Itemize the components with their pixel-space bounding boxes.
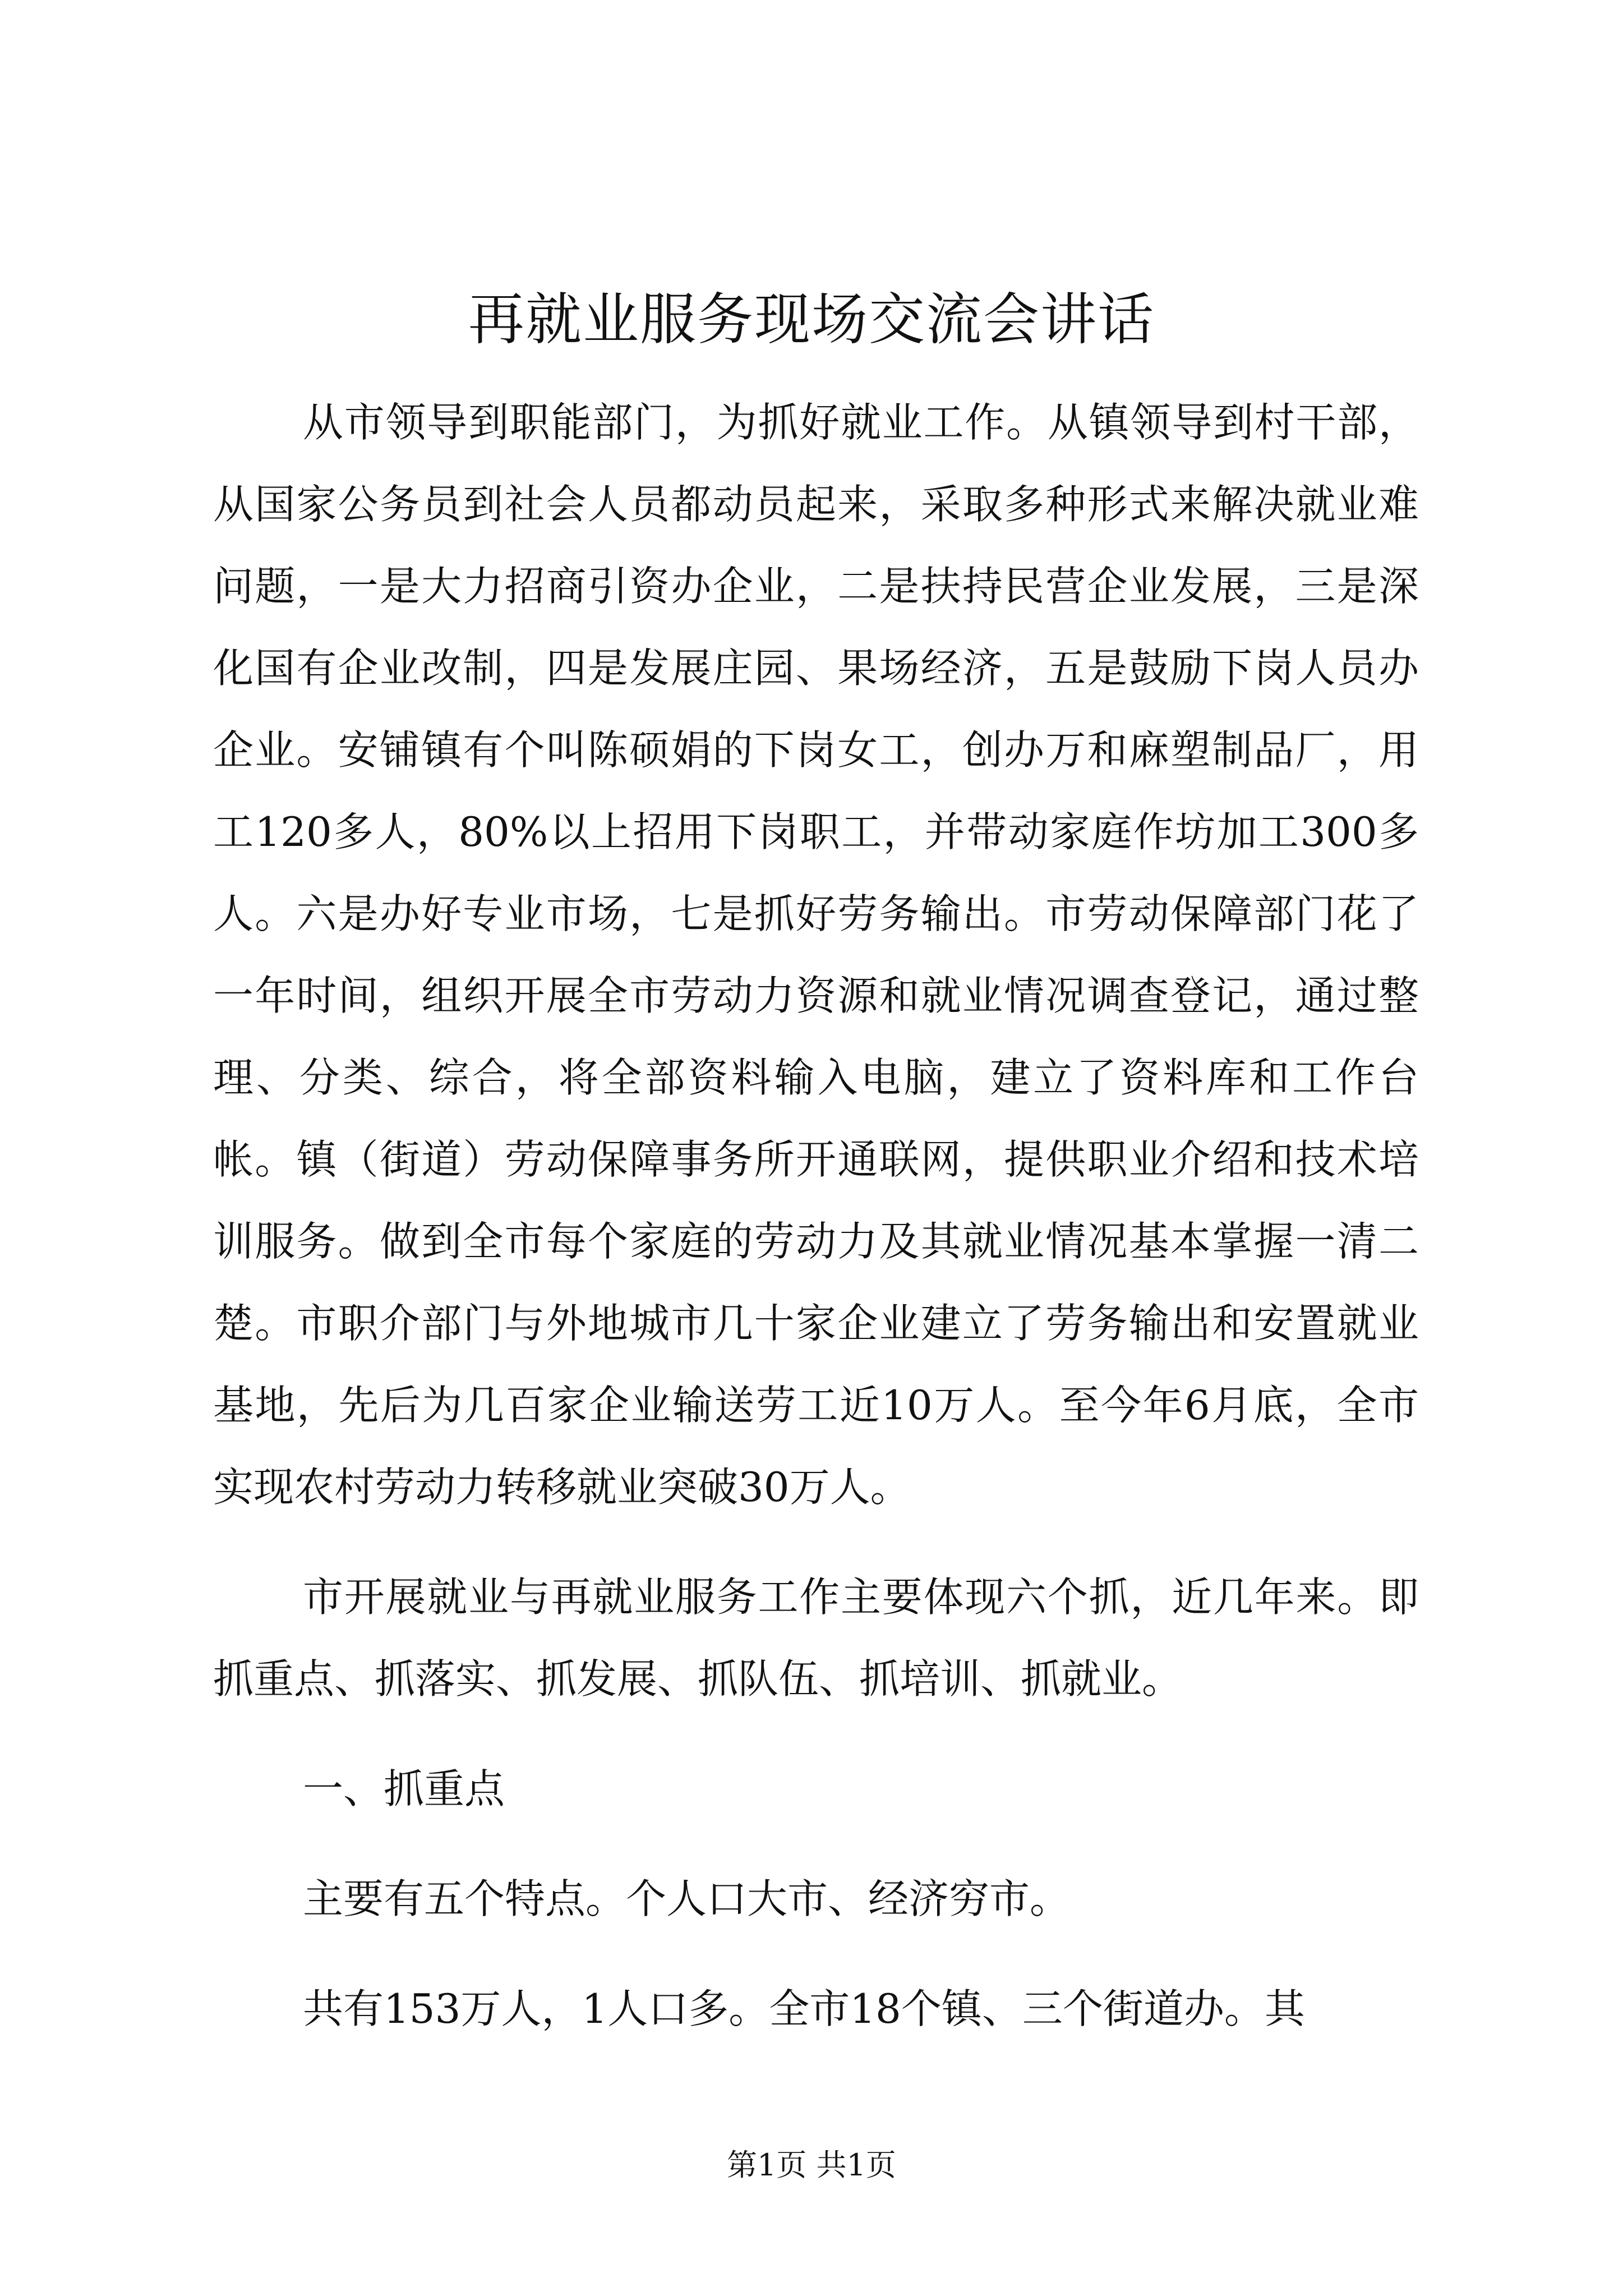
section-heading: 一、抓重点 — [303, 1765, 505, 1812]
paragraph-3: 主要有五个特点。个人口大市、经济穷市。 — [303, 1875, 1071, 1922]
document-title: 再就业服务现场交流会讲话 — [468, 287, 1155, 352]
document-body — [213, 381, 1419, 2050]
page-footer: 第1页 共1页 — [727, 2147, 896, 2183]
paragraph-1: 从市领导到职能部门，为抓好就业工作。从镇领导到村干部，从国家公务员到社会人员都动员起来，采取多种形式来解决就业难问题，一是大力招商引资办企业，二是扶持民营企业发展，三是深化国有企业改制，四是发展庄园、果场经济，五是鼓励下岗人员办企业。安铺镇有个叫陈硕娟的下岗女工，创办万和麻塑制品厂，用工120多人，80%以上招用下岗职工，并带动家庭作坊加工300多人。六是办好专业市场，七是抓好劳务输出。市劳动保障部门花了一年时间，组织开展全市劳动力资源和就业情况调查登记，通过整理、分类、综合，将全部资料输入电脑，建立了资料库和工作台帐。镇（街道）劳动保障事务所开通联网，提供职业介绍和技术培训服务。做到全市每个家庭的劳动力及其就业情况基本掌握一清二楚。市职介部门与外地城市几十家企业建立了劳务输出和安置就业基地，先后为几百家企业输送劳工近10万人。至今年6月底，全市实现农村劳动力转移就业突破30万人。 — [213, 399, 1419, 1511]
paragraph-2: 市开展就业与再就业服务工作主要体现六个抓，近几年来。即抓重点、抓落实、抓发展、抓队伍、抓培训、抓就业。 — [213, 1573, 1419, 1703]
paragraph-4: 共有153万人，1人口多。全市18个镇、三个街道办。其 — [303, 1985, 1305, 2032]
